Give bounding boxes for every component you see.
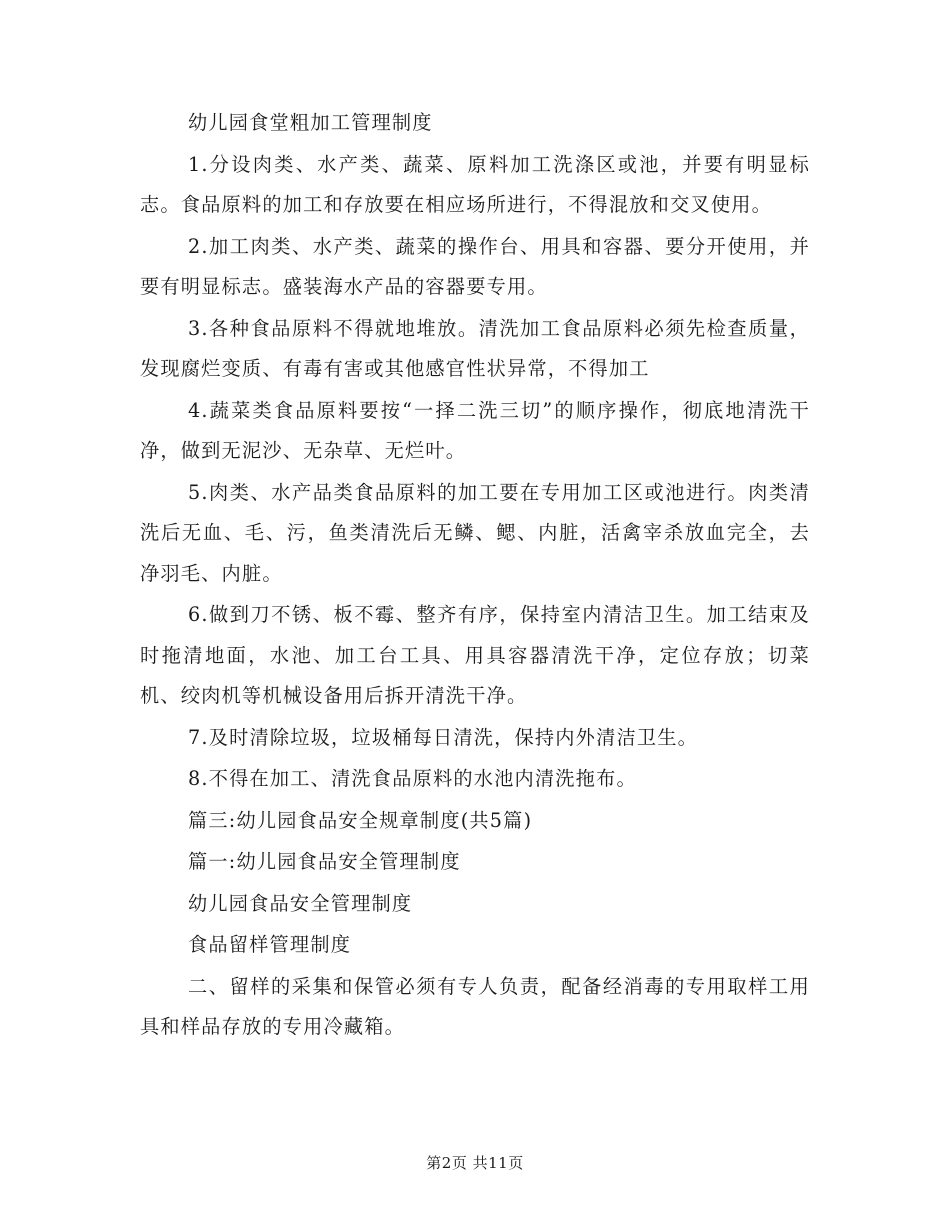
document-body [140,103,810,1048]
paragraph-2: 2.加工肉类、水产类、蔬菜的操作台、用具和容器、要分开使用，并要有明显标志。盛装海水产品的容器要专用。 [140,234,810,298]
paragraph-4: 4.蔬菜类食品原料要按“一择二洗三切”的顺序操作，彻底地清洗干净，做到无泥沙、无杂草、无烂叶。 [140,398,810,462]
paragraph-8: 8.不得在加工、清洗食品原料的水池内清洗拖布。 [188,767,637,790]
paragraph-1: 1.分设肉类、水产类、蔬菜、原料加工洗涤区或池，并要有明显标志。食品原料的加工和存放要在相应场所进行，不得混放和交叉使用。 [140,152,810,216]
section-heading-3: 篇三:幼儿园食品安全规章制度(共5篇) [188,808,533,832]
paragraph-sample-2: 二、留样的采集和保管必须有专人负责，配备经消毒的专用取样工用具和样品存放的专用冷藏箱。 [140,974,810,1038]
subheading-safety: 幼儿园食品安全管理制度 [188,891,413,915]
subheading-sample: 食品留样管理制度 [188,933,352,956]
paragraph-5: 5.肉类、水产品类食品原料的加工要在专用加工区或池进行。肉类清洗后无血、毛、污，鱼类清洗后无鳞、鳃、内脏，活禽宰杀放血完全，去净羽毛、内脏。 [140,480,810,585]
paragraph-6: 6.做到刀不锈、板不霉、整齐有序，保持室内清洁卫生。加工结束及时拖清地面，水池、加工台工具、用具容器清洗干净，定位存放；切菜机、绞肉机等机械设备用后拆开清洗干净。 [140,603,810,707]
section-heading-1: 篇一:幼儿园食品安全管理制度 [188,850,461,873]
paragraph-7: 7.及时清除垃圾，垃圾桶每日清洗，保持内外清洁卫生。 [188,725,699,749]
document-title: 幼儿园食堂粗加工管理制度 [188,111,433,134]
page-number: 第2页 共11页 [426,1154,524,1172]
paragraph-3: 3.各种食品原料不得就地堆放。清洗加工食品原料必须先检查质量，发现腐烂变质、有毒有害或其他感官性状异常，不得加工 [140,316,810,380]
